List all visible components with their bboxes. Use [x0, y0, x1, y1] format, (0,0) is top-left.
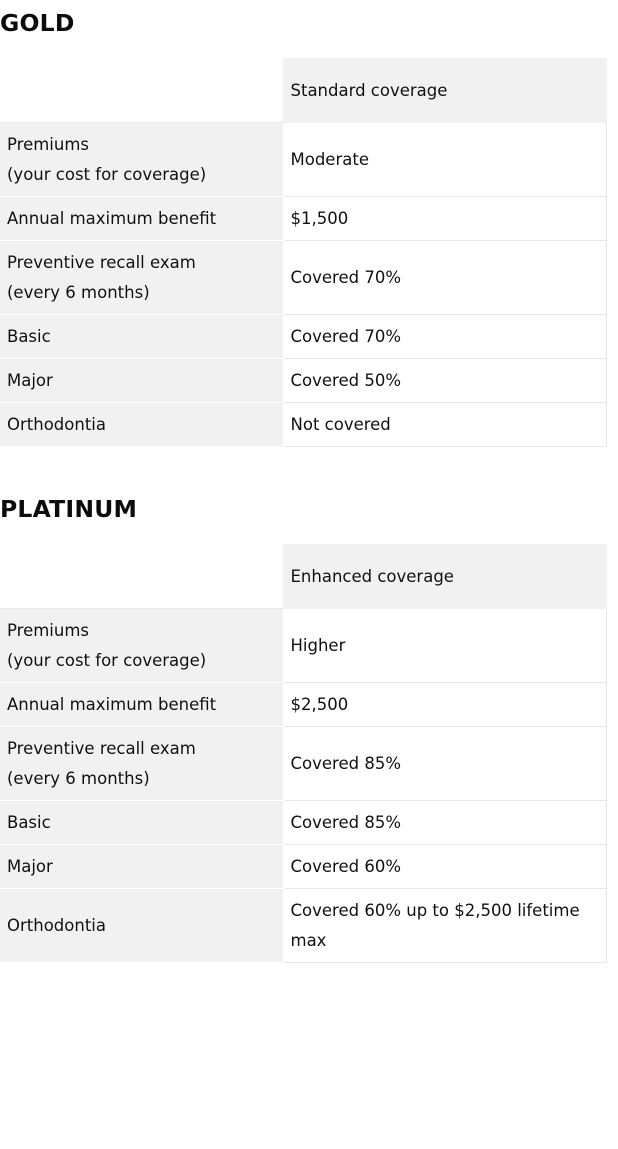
- table-row: [0, 845, 606, 889]
- plan-title: PLATINUM: [0, 495, 138, 523]
- empty-header-cell: [0, 59, 283, 123]
- row-label: Premiums (your cost for coverage): [0, 123, 283, 197]
- row-label: Annual maximum benefit: [0, 197, 283, 241]
- row-label: Basic: [0, 315, 283, 359]
- row-value: Covered 85%: [283, 727, 606, 801]
- plan-title: GOLD: [0, 9, 75, 37]
- row-value: Covered 70%: [283, 315, 606, 359]
- row-value: $1,500: [283, 197, 606, 241]
- row-value: Covered 85%: [283, 801, 606, 845]
- column-header: Standard coverage: [283, 59, 606, 123]
- row-label: Major: [0, 845, 283, 889]
- table-header-row: [0, 59, 606, 123]
- table-row: [0, 609, 606, 683]
- table-row: [0, 197, 606, 241]
- table-row: [0, 727, 606, 801]
- table-row: [0, 315, 606, 359]
- table-header-row: [0, 545, 606, 609]
- row-value: Covered 70%: [283, 241, 606, 315]
- row-label: Orthodontia: [0, 403, 283, 447]
- coverage-table: [0, 58, 607, 447]
- row-value: Covered 60%: [283, 845, 606, 889]
- row-label: Annual maximum benefit: [0, 683, 283, 727]
- table-row: [0, 123, 606, 197]
- table-row: [0, 889, 606, 963]
- row-label: Orthodontia: [0, 889, 283, 963]
- row-value: Higher: [283, 609, 606, 683]
- row-label: Basic: [0, 801, 283, 845]
- row-label: Preventive recall exam (every 6 months): [0, 727, 283, 801]
- plan-section-gold: [0, 0, 606, 447]
- row-label: Major: [0, 359, 283, 403]
- table-row: [0, 241, 606, 315]
- row-value: $2,500: [283, 683, 606, 727]
- row-value: Covered 60% up to $2,500 lifetime max: [283, 889, 606, 963]
- table-row: [0, 403, 606, 447]
- column-header: Enhanced coverage: [283, 545, 606, 609]
- row-label: Preventive recall exam (every 6 months): [0, 241, 283, 315]
- table-row: [0, 683, 606, 727]
- empty-header-cell: [0, 545, 283, 609]
- row-value: Moderate: [283, 123, 606, 197]
- row-label: Premiums (your cost for coverage): [0, 609, 283, 683]
- table-row: [0, 359, 606, 403]
- row-value: Not covered: [283, 403, 606, 447]
- table-row: [0, 801, 606, 845]
- coverage-table: [0, 544, 607, 963]
- row-value: Covered 50%: [283, 359, 606, 403]
- plan-section-platinum: [0, 486, 606, 963]
